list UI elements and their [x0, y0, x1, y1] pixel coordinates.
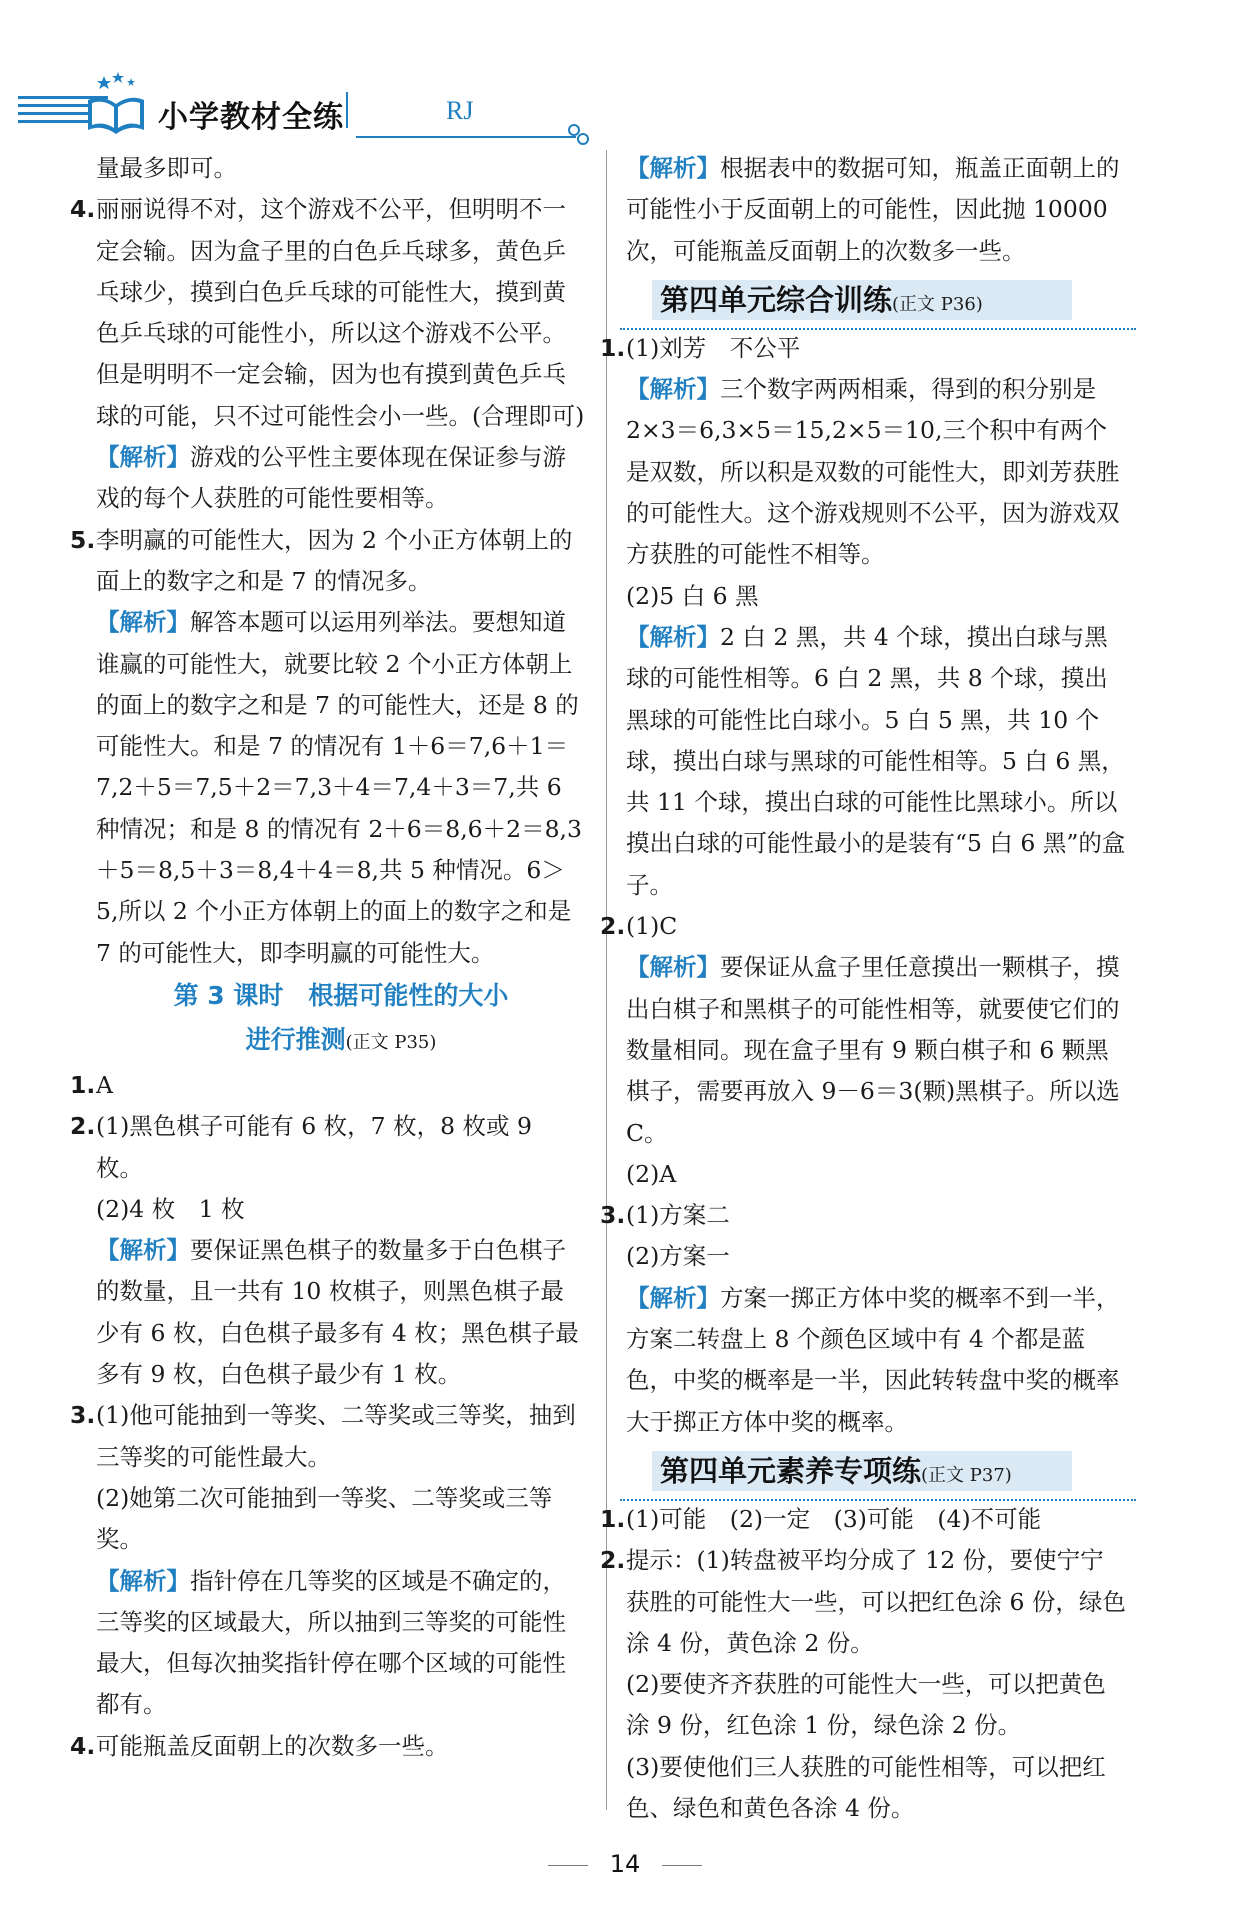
dotted-rule — [620, 328, 1136, 330]
question-number: 5. — [70, 525, 96, 554]
analysis-text: 游戏的公平性主要体现在保证参与游戏的每个人获胜的可能性要相等。 — [96, 443, 566, 513]
literacy-answer-2-part2: (2)要使齐齐获胜的可能性大一些，可以把黄色涂 9 份，红色涂 1 份，绿色涂 2 份。 — [626, 1670, 1106, 1740]
analysis-tag: 【解析】 — [96, 1236, 190, 1265]
analysis-text: 解答本题可以运用列举法。要想知道谁赢的可能性大，就要比较 2 个小正方体朝上的面上的数字之和是 7 的可能性大，还是 8 的可能性大。和是 7 的情况有 1＋6＝7,6＋1＝7,2＋5＝7,5＋2＝7,3＋4＝7,4＋3＝7,共 6 种情况；和是 8 的情况有 2＋6＝8,6＋2＝8,3＋5＝8,5＋3＝8,4＋4＝8,共 5 种情况。6＞5,所以 2 个小正方体朝上的面上的数字之和是 7 的可能性大，即李明赢的可能性大。 — [96, 608, 582, 967]
unit-answer-1-part2: (2)5 白 6 黑 — [626, 581, 759, 610]
answer-4 — [70, 189, 586, 437]
header-separator — [346, 92, 348, 128]
question-number: 1. — [600, 333, 626, 362]
page-footer — [0, 1850, 1250, 1878]
answer-text: A — [96, 1070, 113, 1099]
answer-text: (1)可能 (2)一定 (3)可能 (4)不可能 — [626, 1504, 1042, 1533]
analysis-text: 要保证从盒子里任意摸出一颗棋子，摸出白棋子和黑棋子的可能性相等，就要使它们的数量相同。现在盒子里有 9 颗白棋子和 6 颗黑棋子，需要再放入 9－6＝3(颗)黑棋子。所以选 C。 — [626, 953, 1120, 1147]
page-header — [18, 62, 578, 142]
answer-text: (1)黑色棋子可能有 6 枚，7 枚，8 枚或 9 枚。 — [96, 1112, 532, 1182]
question-number: 2. — [600, 912, 626, 941]
unit-answer-1 — [600, 328, 1126, 369]
lesson-analysis-2 — [96, 1230, 586, 1395]
literacy-answer-2-part3: (3)要使他们三人获胜的可能性相等，可以把红色、绿色和黄色各涂 4 份。 — [626, 1752, 1106, 1822]
section-page-ref: (正文 P37) — [921, 1464, 1012, 1486]
question-number: 4. — [70, 195, 96, 224]
lesson-answer-3-part2: (2)她第二次可能抽到一等奖、二等奖或三等奖。 — [96, 1483, 553, 1554]
answer-text: 丽丽说得不对，这个游戏不公平，但明明不一定会输。因为盒子里的白色乒乓球多，黄色乒乓球少，摸到白色乒乓球的可能性大，摸到黄色乒乓球的可能性小，所以这个游戏不公平。但是明明不一定会输，因为也有摸到黄色乒乓球的可能，只不过可能性会小一些。(合理即可) — [96, 195, 585, 430]
ribbon-knot-icon — [566, 122, 592, 148]
lesson-title-line2: 进行推测 — [245, 1024, 346, 1054]
lesson-heading — [96, 974, 586, 1065]
footer-dash-left — [548, 1865, 588, 1866]
lesson-answer-1 — [70, 1065, 586, 1106]
analysis-text: 2 白 2 黑，共 4 个球，摸出白球与黑球的可能性相等。6 白 2 黑，共 8 个球，摸出黑球的可能性比白球小。5 白 5 黑，共 10 个球，摸出白球与黑球的可能性相等。5 白 6 黑，共 11 个球，摸出白球的可能性比黑球小。所以摸出白球的可能性最小的是装有“5 白 6 黑”的盒子。 — [626, 622, 1126, 899]
analysis-tag: 【解析】 — [626, 1283, 720, 1312]
section-title: 第四单元素养专项练 — [660, 1453, 922, 1488]
book-series-title: 小学教材全练 — [158, 100, 344, 135]
footer-dash-right — [662, 1865, 702, 1866]
lesson-title-line1: 第 3 课时 根据可能性的大小 — [173, 980, 509, 1010]
left-column — [70, 148, 586, 1767]
unit-answer-2 — [600, 906, 1126, 947]
unit-analysis-1 — [626, 369, 1126, 575]
question-number: 3. — [70, 1401, 96, 1430]
question-number: 3. — [600, 1201, 626, 1230]
analysis-tag: 【解析】 — [626, 154, 720, 182]
question-number: 1. — [600, 1504, 626, 1533]
header-underline — [356, 136, 576, 138]
literacy-answer-2 — [600, 1540, 1126, 1664]
unit-analysis-2 — [626, 947, 1126, 1153]
question-number: 2. — [600, 1546, 626, 1575]
answer-text: 提示：(1)转盘被平均分成了 12 份，要使宁宁获胜的可能性大一些，可以把红色涂 6 份，绿色涂 4 份，黄色涂 2 份。 — [626, 1546, 1126, 1657]
answer-text: (1)C — [626, 912, 678, 941]
edition-label: RJ — [446, 96, 474, 125]
analysis-4 — [96, 437, 586, 520]
unit-answer-3 — [600, 1195, 1126, 1236]
lesson-answer-3 — [70, 1395, 586, 1478]
analysis-tag: 【解析】 — [96, 608, 190, 637]
dotted-rule — [620, 1499, 1136, 1501]
section-page-ref: (正文 P36) — [892, 293, 983, 315]
lesson-answer-4 — [70, 1726, 586, 1767]
question-number: 4. — [70, 1731, 96, 1760]
lesson-analysis-3 — [96, 1561, 586, 1726]
analysis-text: 方案一掷正方体中奖的概率不到一半，方案二转盘上 8 个颜色区域中有 4 个都是蓝色，中奖的概率是一半，因此转转盘中奖的概率大于掷正方体中奖的概率。 — [626, 1283, 1120, 1436]
lesson-answer-2-part2: (2)4 枚 1 枚 — [96, 1194, 245, 1223]
book-stars-icon — [84, 70, 148, 140]
unit-analysis-3 — [626, 1278, 1126, 1443]
page-number: 14 — [609, 1850, 641, 1878]
answer-text: 李明赢的可能性大，因为 2 个小正方体朝上的面上的数字之和是 7 的情况多。 — [96, 525, 573, 595]
unit-answer-3-part2: (2)方案一 — [626, 1242, 730, 1271]
section-heading-literacy — [620, 1449, 1126, 1495]
analysis-tag: 【解析】 — [96, 1566, 190, 1595]
analysis-text: 三个数字两两相乘，得到的积分别是 2×3＝6,3×5＝15,2×5＝10,三个积中有两个是双数，所以积是双数的可能性大，即刘芳获胜的可能性大。这个游戏规则不公平，因为游戏双方获胜的可能性不相等。 — [626, 375, 1120, 569]
right-column — [600, 148, 1126, 1829]
question-number: 1. — [70, 1070, 96, 1099]
lesson-page-ref: (正文 P35) — [345, 1031, 437, 1053]
analysis-tag: 【解析】 — [626, 622, 720, 651]
unit-analysis-1-part2 — [626, 617, 1126, 906]
analysis-text: 根据表中的数据可知，瓶盖正面朝上的可能性小于反面朝上的可能性，因此抛 10000 次，可能瓶盖反面朝上的次数多一些。 — [626, 154, 1120, 265]
unit-answer-2-part2: (2)A — [626, 1159, 677, 1188]
analysis-5 — [96, 602, 586, 974]
answer-text: (1)方案二 — [626, 1201, 730, 1230]
section-title: 第四单元综合训练 — [660, 282, 893, 317]
section-heading-comprehensive — [620, 278, 1126, 324]
analysis-tag: 【解析】 — [626, 375, 720, 404]
answer-5 — [70, 520, 586, 603]
answer-text: (1)他可能抽到一等奖、二等奖或三等奖，抽到三等奖的可能性最大。 — [96, 1401, 576, 1471]
continued-analysis — [626, 148, 1126, 272]
answer-text: 可能瓶盖反面朝上的次数多一些。 — [96, 1731, 449, 1760]
analysis-tag: 【解析】 — [96, 443, 190, 472]
analysis-tag: 【解析】 — [626, 953, 720, 982]
continued-text: 量最多即可。 — [96, 154, 237, 182]
answer-text: (1)刘芳 不公平 — [626, 333, 801, 362]
analysis-text: 要保证黑色棋子的数量多于白色棋子的数量，且一共有 10 枚棋子，则黑色棋子最少有 6 枚，白色棋子最多有 4 枚；黑色棋子最多有 9 枚，白色棋子最少有 1 枚。 — [96, 1236, 579, 1389]
lesson-answer-2 — [70, 1106, 586, 1189]
analysis-text: 指针停在几等奖的区域是不确定的，三等奖的区域最大，所以抽到三等奖的可能性最大，但每次抽奖指针停在哪个区域的可能性都有。 — [96, 1566, 566, 1719]
literacy-answer-1 — [600, 1499, 1126, 1540]
question-number: 2. — [70, 1112, 96, 1141]
